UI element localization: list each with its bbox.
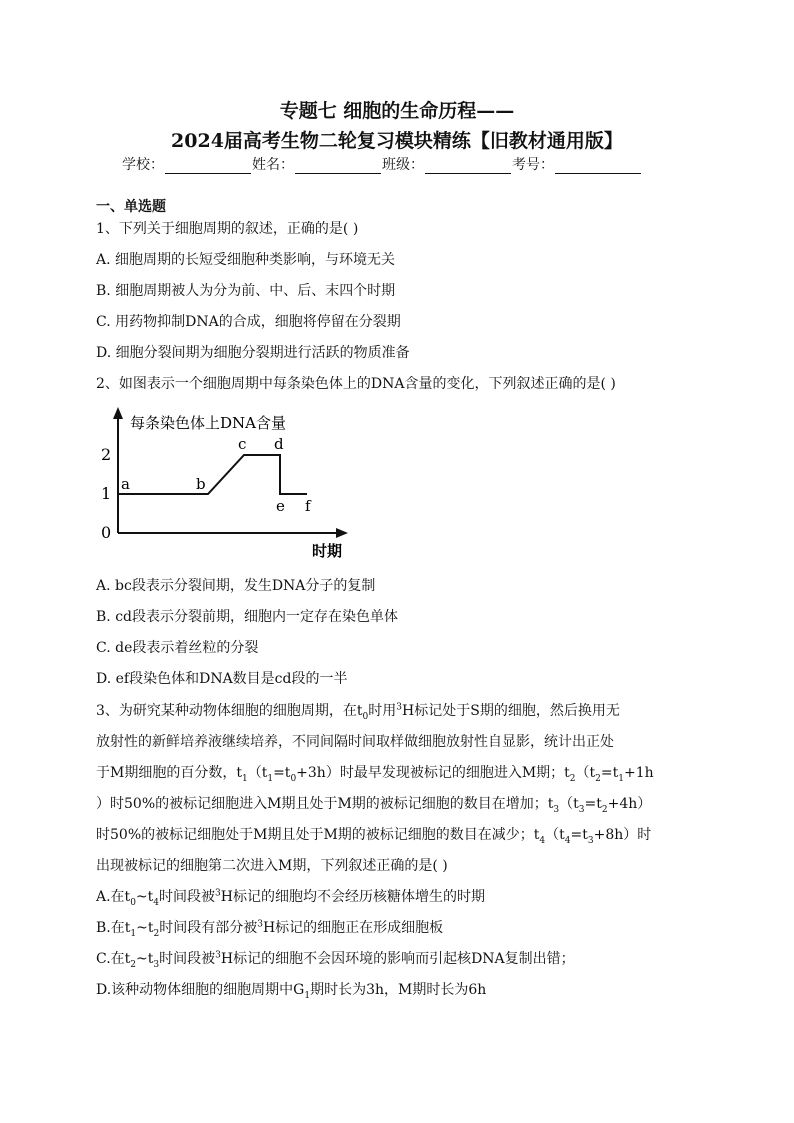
q3-stem-line-1: 3、为研究某种动物体细胞的细胞周期，在$t_0$时用$^3$H标记处于S期的细胞，然后换用无 — [96, 702, 620, 722]
q2-stem: 2、如图表示一个细胞周期中每条染色体上的DNA含量的变化，下列叙述正确的是( ) — [96, 376, 616, 392]
x-axis-arrow — [336, 528, 348, 538]
field-name-label: 姓名： — [252, 157, 294, 173]
field-examno-label: 考号： — [512, 157, 554, 173]
field-class-blank[interactable] — [425, 157, 511, 174]
y-axis-arrow — [113, 407, 123, 419]
title-line-1: 专题七 细胞的生命历程—— — [279, 100, 515, 122]
dna-content-line — [118, 455, 307, 494]
y-tick-0: 0 — [101, 523, 112, 542]
point-label-d: d — [274, 435, 284, 453]
title-line-2: 2024届高考生物二轮复习模块精练【旧教材通用版】 — [171, 130, 623, 152]
q2-option-d: D. ef段染色体和DNA数目是cd段的一半 — [96, 671, 348, 687]
q3-option-2: B.在$t_1\sim t_2$时间段有部分被$^3$H标记的细胞正在形成细胞板 — [96, 919, 444, 939]
field-name-blank[interactable] — [295, 157, 381, 174]
point-label-b: b — [196, 475, 206, 493]
q1-option-b: B. 细胞周期被人为分为前、中、后、末四个时期 — [96, 283, 396, 299]
point-label-f: f — [305, 497, 311, 515]
q1-option-a: A. 细胞周期的长短受细胞种类影响，与环境无关 — [96, 252, 396, 268]
point-label-c: c — [238, 435, 247, 453]
point-label-a: a — [121, 475, 130, 493]
y-tick-2: 2 — [101, 445, 112, 464]
q1-stem: 1、下列关于细胞周期的叙述，正确的是( ) — [96, 221, 359, 237]
q3-stem-line-5: 时50%的被标记细胞处于M期且处于M期的被标记细胞的数目在减少；$t_4(t_4=t_3+8h)$时 — [96, 827, 652, 846]
section-title: 一、单选题 — [96, 199, 166, 215]
field-school-blank[interactable] — [165, 157, 251, 174]
q3-stem-line-2: 放射性的新鲜培养液继续培养，不同间隔时间取样做细胞放射性自显影，统计出正处 — [96, 734, 614, 750]
dna-content-chart — [96, 405, 366, 565]
q1-option-d: D. 细胞分裂间期为细胞分裂期进行活跃的物质准备 — [96, 345, 410, 361]
q2-option-c: C. de段表示着丝粒的分裂 — [96, 640, 259, 656]
field-class-label: 班级： — [382, 157, 424, 173]
q3-stem-line-6: 出现被标记的细胞第二次进入M期，下列叙述正确的是( ) — [96, 858, 448, 874]
q1-option-c: C. 用药物抑制DNA的合成，细胞将停留在分裂期 — [96, 314, 401, 330]
q3-stem-line-4: ）时50%的被标记细胞进入M期且处于M期的被标记细胞的数目在增加；$t_3(t_3=t_2+4h)$ — [96, 796, 652, 815]
field-school-label: 学校： — [122, 157, 164, 173]
y-axis-label: 每条染色体上DNA含量 — [130, 414, 286, 432]
student-info-row — [122, 154, 642, 174]
q3-option-1: A.在$t_0\sim t_4$时间段被$^3$H标记的细胞均不会经历核糖体增生的时期 — [96, 888, 485, 908]
y-tick-1: 1 — [101, 484, 112, 503]
q3-option-4: D.该种动物体细胞的细胞周期中$G_1$期时长为3h，M期时长为6h — [96, 982, 487, 1001]
q3-stem-line-3: 于M期细胞的百分数，$t_1(t_1=t_0+3h)$时最早发现被标记的细胞进入M期；$t_2(t_2=t_1+1h$ — [96, 765, 654, 784]
q2-option-a: A. bc段表示分裂间期，发生DNA分子的复制 — [96, 578, 376, 594]
field-examno-blank[interactable] — [555, 157, 641, 174]
q3-option-3: C.在$t_2\sim t_3$时间段被$^3$H标记的细胞不会因环境的影响而引起核DNA复制出错； — [96, 950, 575, 970]
point-label-e: e — [276, 497, 285, 515]
q2-option-b: B. cd段表示分裂前期，细胞内一定存在染色单体 — [96, 609, 398, 625]
x-axis-label: 时期 — [312, 542, 343, 560]
